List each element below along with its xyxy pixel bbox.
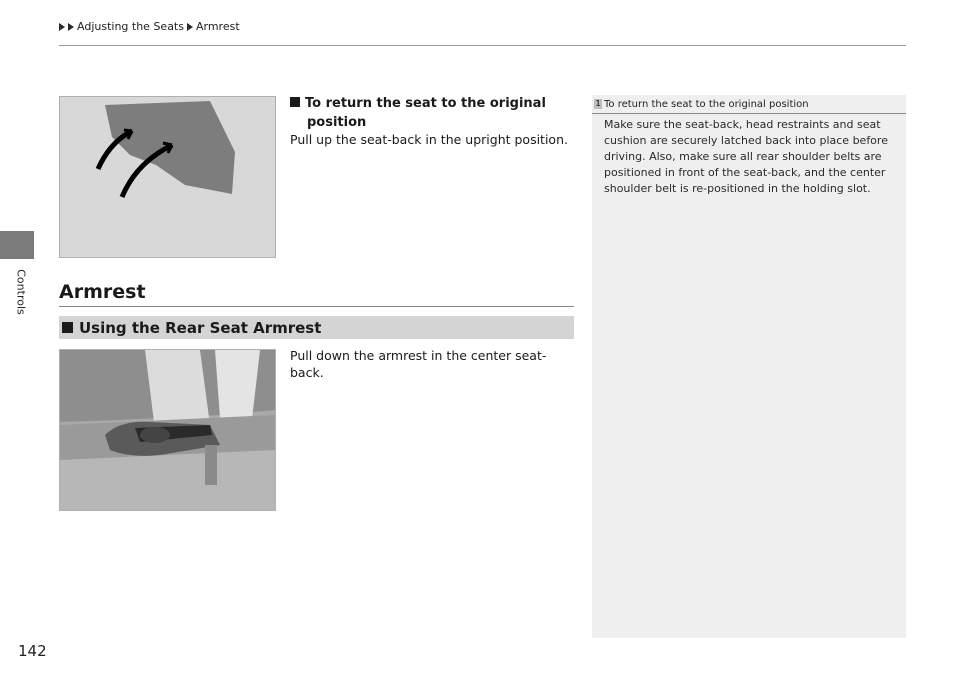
note-marker: 1 xyxy=(595,99,601,108)
seat-back-illustration xyxy=(59,96,276,258)
side-note-body: Make sure the seat-back, head restraints and seat cushion are securely latched back into place before driving. Also, make sure all rear shoulder belts are positioned in front of the seat-back, and the center shoulder belt is re-positioned in the holding slot. xyxy=(604,118,888,195)
side-note-title: To return the seat to the original position xyxy=(604,98,809,110)
chevron-right-icon xyxy=(68,23,74,31)
chevron-right-icon xyxy=(59,23,65,31)
section-divider xyxy=(59,306,574,307)
return-seat-heading-line2: position xyxy=(307,115,367,130)
breadcrumb xyxy=(59,20,240,33)
section-title-armrest: Armrest xyxy=(59,281,146,303)
return-seat-heading xyxy=(290,94,570,132)
chapter-tab-label xyxy=(14,262,28,322)
side-note-header xyxy=(592,95,906,114)
header-divider xyxy=(59,45,906,46)
side-note-panel xyxy=(592,95,906,638)
seat-back-drawing xyxy=(60,97,275,257)
armrest-drawing xyxy=(60,350,275,510)
return-seat-instruction: Pull up the seat-back in the upright position. xyxy=(290,132,568,147)
return-seat-heading-line1: To return the seat to the original xyxy=(305,96,546,111)
breadcrumb-item-adjusting-seats[interactable]: Adjusting the Seats xyxy=(77,20,184,33)
armrest-instruction: Pull down the armrest in the center seat-back. xyxy=(290,348,547,380)
chevron-right-icon xyxy=(187,23,193,31)
heading-square-icon xyxy=(62,322,73,333)
armrest-photo xyxy=(59,349,276,511)
subsection-title: Using the Rear Seat Armrest xyxy=(79,318,322,337)
chapter-tab-marker xyxy=(0,231,34,259)
breadcrumb-item-armrest[interactable]: Armrest xyxy=(195,20,240,33)
subsection-bar xyxy=(59,316,574,339)
heading-square-icon xyxy=(290,97,300,107)
page-number: 142 xyxy=(18,642,47,660)
chapter-tab-text: Controls xyxy=(14,269,28,315)
